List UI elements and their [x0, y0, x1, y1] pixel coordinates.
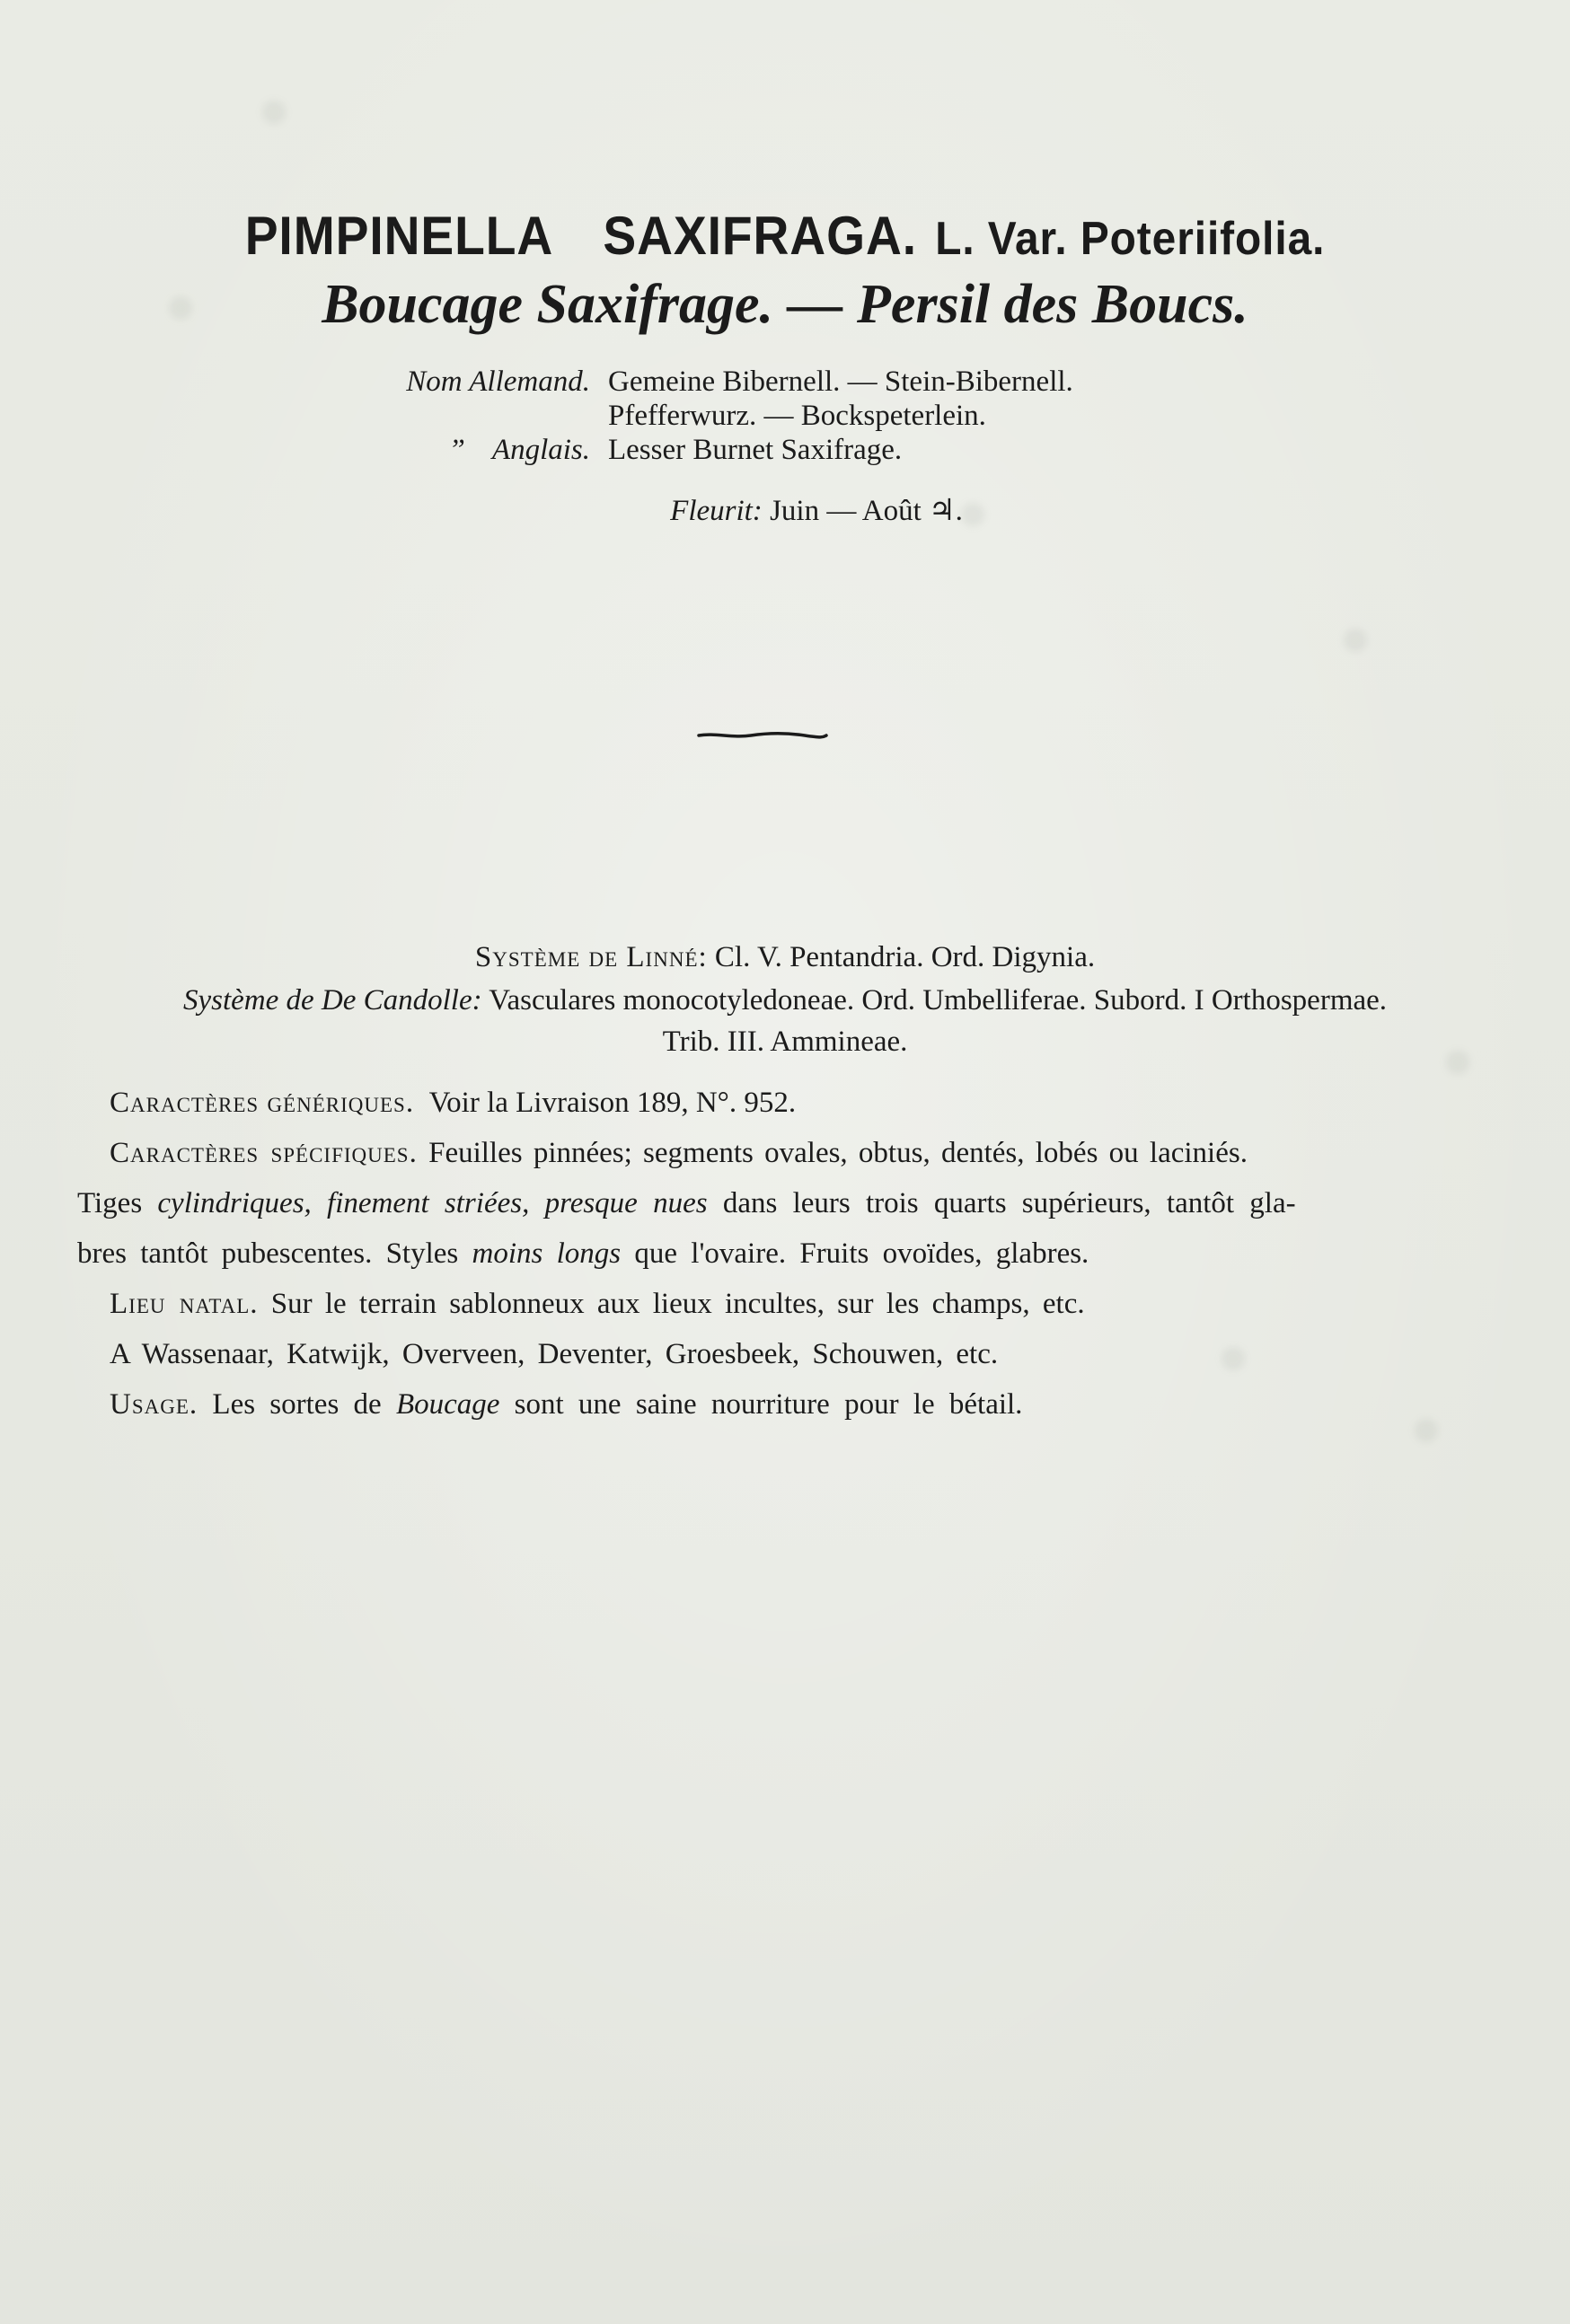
- specific-characters-2: [77, 1187, 1296, 1220]
- species-title: [63, 205, 1507, 267]
- flowering-value: Juin — Août ♃.: [770, 495, 963, 527]
- specific-characters: [110, 1137, 1248, 1170]
- common-name-title: Boucage Saxifrage. — Persil des Boucs.: [322, 274, 1248, 335]
- name-label-german: Nom Allemand.: [406, 365, 590, 398]
- candolle-system-cont: [0, 1026, 1570, 1059]
- generic-text: Voir la Livraison 189, N°. 952.: [428, 1087, 797, 1119]
- localities-text: A Wassenaar, Katwijk, Overveen, Deventer, Groesbeek, Schouwen, etc.: [110, 1338, 999, 1370]
- species-name: SAXIFRAGA.: [603, 206, 917, 266]
- generic-characters: [110, 1087, 796, 1120]
- specific-text-2-italic: cylindriques, finement striées, presque nues: [157, 1187, 708, 1219]
- name-row-german-2: [382, 399, 1073, 433]
- candolle-value-2: Trib. III. Ammineae.: [662, 1026, 908, 1058]
- specific-label: Caractères spécifiques.: [110, 1137, 418, 1169]
- ditto-mark: ”: [448, 434, 465, 466]
- paper-spot: [1344, 629, 1367, 652]
- linne-system: [0, 941, 1570, 974]
- specific-text-2b: dans leurs trois quarts supérieurs, tantôt gla-: [722, 1187, 1296, 1219]
- flowering-label: Fleurit:: [670, 495, 763, 527]
- usage: [110, 1388, 1022, 1422]
- name-row-english: [382, 433, 1073, 467]
- genus-name: PIMPINELLA: [244, 206, 554, 266]
- usage-label: Usage.: [110, 1388, 198, 1421]
- paper-spot: [1415, 1419, 1438, 1442]
- paper-spot: [1222, 1347, 1245, 1370]
- specific-text-3-italic: moins longs: [472, 1237, 622, 1270]
- specific-text-1: Feuilles pinnées; segments ovales, obtus, dentés, lobés ou laciniés.: [428, 1137, 1248, 1169]
- usage-text-b: sont une saine nourriture pour le bétail.: [514, 1388, 1023, 1421]
- linne-value: Cl. V. Pentandria. Ord. Digynia.: [714, 941, 1096, 973]
- paper-spot: [262, 101, 286, 124]
- name-label-german-2: [382, 399, 608, 433]
- name-value-english: Lesser Burnet Saxifrage.: [608, 434, 903, 466]
- vernacular-names: [382, 365, 1073, 467]
- candolle-value: Vasculares monocotyledoneae. Ord. Umbelliferae. Subord. I Orthospermae.: [489, 984, 1388, 1017]
- native-habitat: [110, 1288, 1085, 1321]
- candolle-system: [0, 984, 1570, 1017]
- specific-text-2a: Tiges: [77, 1187, 143, 1219]
- specific-characters-3: [77, 1237, 1089, 1271]
- flowering-period: [0, 492, 1570, 528]
- name-label-english: [382, 433, 608, 467]
- name-value-german: Gemeine Bibernell. — Stein-Bibernell.: [608, 365, 1073, 398]
- variety-name: L. Var. Poteriifolia.: [935, 213, 1326, 265]
- candolle-label: Système de De Candolle:: [182, 984, 482, 1017]
- ornament-divider: [697, 729, 828, 742]
- name-label-english-text: Anglais.: [491, 434, 590, 466]
- linne-label: Système de Linné:: [474, 941, 708, 973]
- generic-label: Caractères génériques.: [110, 1087, 415, 1119]
- usage-text-italic: Boucage: [395, 1388, 500, 1421]
- localities: [110, 1338, 998, 1371]
- habitat-label: Lieu natal.: [110, 1288, 259, 1320]
- specific-text-3b: que l'ovaire. Fruits ovoïdes, glabres.: [634, 1237, 1089, 1270]
- usage-text-a: Les sortes de: [212, 1388, 382, 1421]
- name-value-german-2: Pfefferwurz. — Bockspeterlein.: [608, 400, 986, 432]
- name-row-german: [382, 365, 1073, 399]
- habitat-text: Sur le terrain sablonneux aux lieux incultes, sur les champs, etc.: [270, 1288, 1085, 1320]
- specific-text-3a: bres tantôt pubescentes. Styles: [77, 1237, 459, 1270]
